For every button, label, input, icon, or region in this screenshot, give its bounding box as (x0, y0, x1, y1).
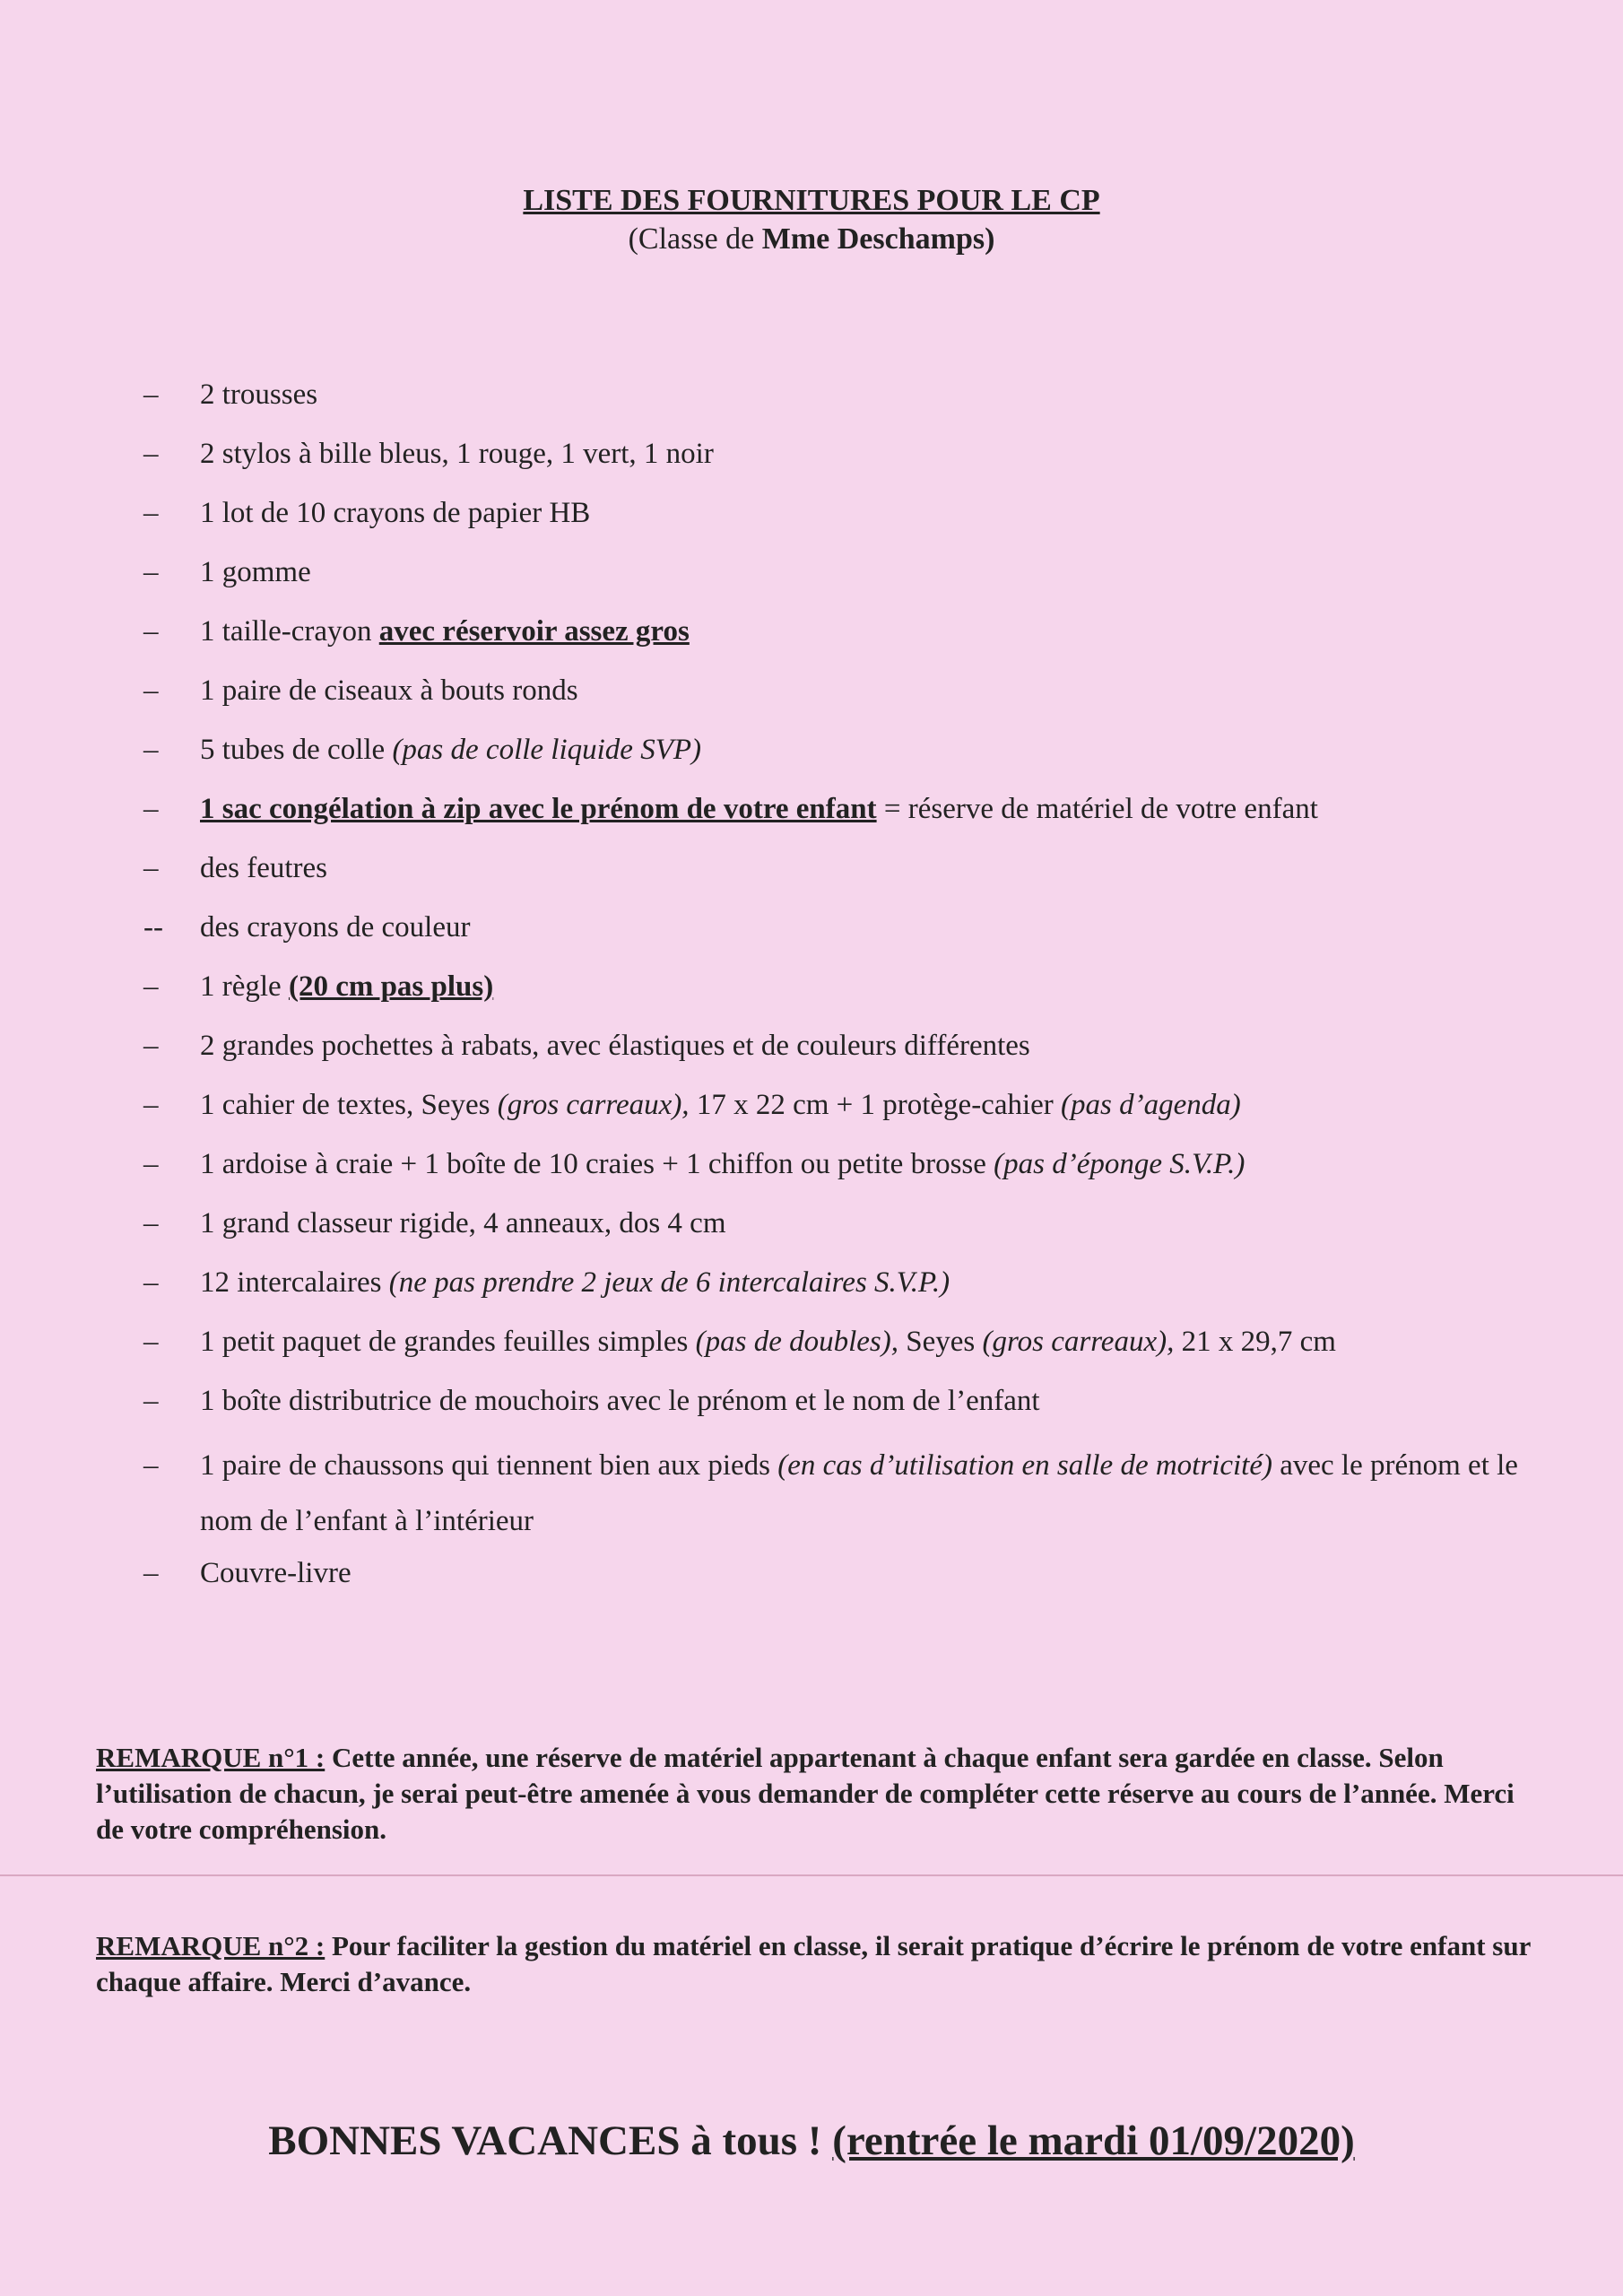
item-text: 1 règle (200, 970, 289, 1003)
closing-message (0, 2117, 1623, 2165)
list-dash: – (143, 1557, 159, 1589)
list-dash: – (143, 1148, 159, 1180)
item-text: 1 petit paquet de grandes feuilles simples (200, 1326, 696, 1358)
item-text: 1 cahier de textes, Seyes (200, 1089, 498, 1121)
item-note: (gros carreaux), (982, 1326, 1175, 1358)
item-text: 1 lot de 10 crayons de papier HB (200, 497, 591, 529)
list-item (143, 372, 1542, 431)
remark-1-label: REMARQUE n°1 : (96, 1742, 325, 1773)
separator-line (0, 1874, 1623, 1876)
item-text: 17 x 22 cm + 1 protège-cahier (689, 1089, 1062, 1121)
page-subtitle (0, 222, 1623, 257)
item-text: 12 intercalaires (200, 1266, 389, 1299)
item-text: Couvre-livre (200, 1557, 352, 1589)
list-item (143, 964, 1542, 1023)
list-item (143, 1551, 1542, 1610)
remark-2 (96, 1928, 1531, 2000)
item-text: 1 ardoise à craie + 1 boîte de 10 craies + 1 chiffon ou petite brosse (200, 1148, 994, 1180)
item-text: 5 tubes de colle (200, 734, 393, 766)
item-text: 1 grand classeur rigide, 4 anneaux, dos 4 cm (200, 1207, 726, 1239)
supplies-list (143, 372, 1542, 1610)
list-dash: – (143, 1449, 159, 1482)
item-emphasis: 1 sac congélation à zip avec le prénom de votre enfant (200, 793, 877, 825)
list-dash: – (143, 1030, 159, 1062)
item-emphasis: (20 cm pas plus) (288, 970, 494, 1003)
list-item (143, 431, 1542, 491)
item-text: des feutres (200, 852, 328, 884)
list-item (143, 1023, 1542, 1083)
item-emphasis: avec réservoir assez gros (378, 615, 690, 648)
list-item (143, 550, 1542, 609)
list-dash: – (143, 1385, 159, 1417)
list-dash: – (143, 378, 159, 411)
list-item (143, 787, 1542, 846)
list-dash: – (143, 1266, 159, 1299)
subtitle-prefix: (Classe de (628, 222, 762, 256)
list-item (143, 668, 1542, 727)
item-text: 21 x 29,7 cm (1174, 1326, 1336, 1358)
list-dash: – (143, 615, 159, 648)
item-note: (pas de colle liquide SVP) (392, 734, 702, 766)
item-text: = réserve de matériel de votre enfant (876, 793, 1318, 825)
item-note: (ne pas prendre 2 jeux de 6 intercalaires S.V.P.) (388, 1266, 950, 1299)
list-dash: – (143, 734, 159, 766)
item-text: 1 paire de chaussons qui tiennent bien aux pieds (200, 1449, 778, 1482)
item-text: 1 paire de ciseaux à bouts ronds (200, 674, 578, 707)
list-item (143, 609, 1542, 668)
list-item (143, 846, 1542, 905)
list-dash: – (143, 1326, 159, 1358)
item-text: 1 boîte distributrice de mouchoirs avec le prénom et le nom de l’enfant (200, 1385, 1040, 1417)
list-item (143, 905, 1542, 964)
list-dash: – (143, 674, 159, 707)
list-item (143, 1319, 1542, 1378)
item-text: 2 grandes pochettes à rabats, avec élastiques et de couleurs différentes (200, 1030, 1030, 1062)
item-note: (pas d’éponge S.V.P.) (994, 1148, 1245, 1180)
teacher-name: Mme Deschamps) (761, 222, 995, 256)
remark-2-text: Pour faciliter la gestion du matériel en classe, il serait pratique d’écrire le prénom de votre enfant sur chaque affaire. Merci d’avance. (96, 1930, 1531, 1997)
item-text: avec le prénom et le nom de l’enfant à l’intérieur (200, 1449, 1518, 1537)
list-dash: – (143, 497, 159, 529)
item-text: des crayons de couleur (200, 911, 471, 944)
list-dash: – (143, 793, 159, 825)
remark-1 (96, 1740, 1531, 1848)
item-note: (gros carreaux), (497, 1089, 690, 1121)
closing-main: BONNES VACANCES à tous ! (268, 2118, 833, 2164)
item-note: (en cas d’utilisation en salle de motricité) (777, 1449, 1272, 1482)
list-item (143, 1378, 1542, 1438)
list-item (143, 1260, 1542, 1319)
list-dash: – (143, 556, 159, 588)
list-item (143, 491, 1542, 550)
item-note: (pas d’agenda) (1061, 1089, 1241, 1121)
list-dash: – (143, 970, 159, 1003)
remark-2-label: REMARQUE n°2 : (96, 1930, 325, 1961)
back-to-school-date: (rentrée le mardi 01/09/2020) (832, 2118, 1355, 2164)
item-text: 1 gomme (200, 556, 311, 588)
list-dash: – (143, 852, 159, 884)
remark-1-text: Cette année, une réserve de matériel appartenant à chaque enfant sera gardée en classe. Selon l’utilisation de chacun, je serai peut-être amenée à vous demander de compléter cette réserve au cours de l’année. Merci de votre compréhension. (96, 1742, 1515, 1845)
list-dash: – (143, 1207, 159, 1239)
list-item (143, 1142, 1542, 1201)
list-item (143, 1438, 1542, 1551)
page-title: LISTE DES FOURNITURES POUR LE CP (523, 184, 1100, 217)
list-item (143, 727, 1542, 787)
list-dash: – (143, 1089, 159, 1121)
list-item (143, 1201, 1542, 1260)
item-text: 2 trousses (200, 378, 318, 411)
item-note: (pas de doubles), (695, 1326, 898, 1358)
item-text: 2 stylos à bille bleus, 1 rouge, 1 vert, 1 noir (200, 438, 714, 470)
list-item (143, 1083, 1542, 1142)
item-text: Seyes (898, 1326, 983, 1358)
item-text: 1 taille-crayon (200, 615, 379, 648)
list-dash: – (143, 438, 159, 470)
list-dash: -- (143, 911, 163, 944)
